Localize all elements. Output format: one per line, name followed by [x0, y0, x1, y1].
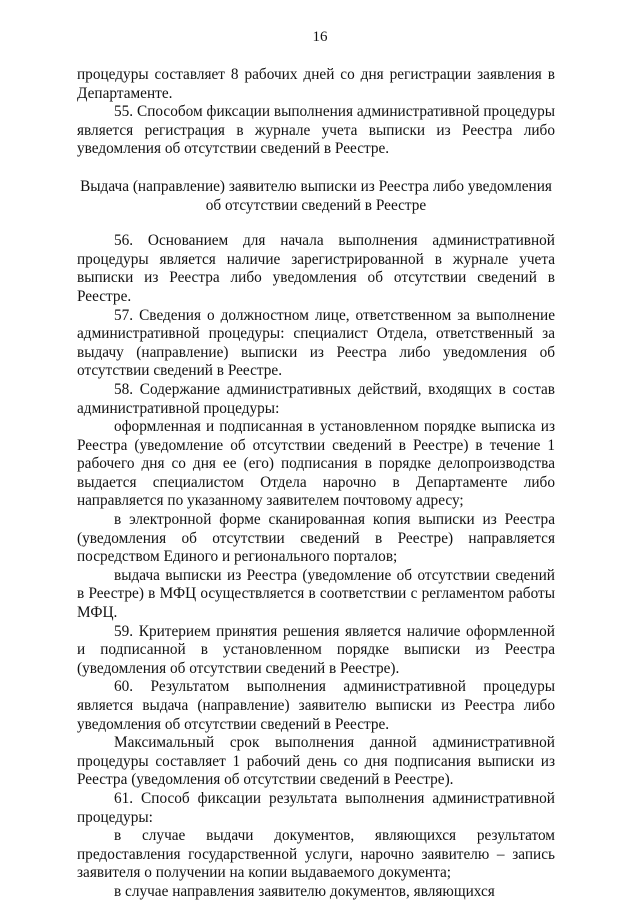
paragraph-59: 59. Критерием принятия решения является наличие оформленной и подписанной в установленном порядке выписки из Реестра (уведомления об отсутствии сведений в Реестре). — [77, 622, 555, 677]
paragraph-57: 57. Сведения о должностном лице, ответственном за выполнение административной процедуры: специалист Отдела, ответственный за выдачу (направление) выписки из Реестра либо уведомления об отсутствии сведений в Реестре. — [77, 306, 555, 380]
section-heading-line-2: об отсутствии сведений в Реестре — [205, 196, 427, 214]
section-heading — [77, 178, 555, 215]
document-body — [77, 66, 555, 902]
paragraph-58-item-c: выдача выписки из Реестра (уведомление об отсутствии сведений в Реестре) в МФЦ осуществляется в соответствии с регламентом работы МФЦ. — [77, 566, 555, 622]
paragraph-61-item-b: в случае направления заявителю документов, являющихся — [114, 882, 495, 900]
page-number: 16 — [312, 29, 328, 45]
paragraph-58: 58. Содержание административных действий, входящих в состав административной процедуры: — [77, 380, 555, 417]
paragraph-60: 60. Результатом выполнения административной процедуры является выдача (направление) заявителю выписки из Реестра либо уведомления об отсутствии сведений в Реестре. — [77, 678, 555, 733]
paragraph-61-item-a: в случае выдачи документов, являющихся результатом предоставления государственной услуги, нарочно заявителю – запись заявителя о получении на копии выдаваемого документа; — [77, 827, 555, 882]
paragraph-intro: процедуры составляет 8 рабочих дней со дня регистрации заявления в Департаменте. — [77, 66, 555, 102]
section-heading-line-1: Выдача (направление) заявителю выписки из Реестра либо уведомления — [80, 177, 552, 195]
paragraph-56: 56. Основанием для начала выполнения административной процедуры является наличие зарегистрированной в журнале учета выписки из Реестра либо уведомления об отсутствии сведений в Реестре. — [77, 232, 555, 305]
paragraph-60-max-term: Максимальный срок выполнения данной административной процедуры составляет 1 рабочий день со дня подписания выписки из Реестра (уведомления об отсутствии сведений в Реестре). — [77, 734, 555, 789]
paragraph-58-item-a: оформленная и подписанная в установленном порядке выписка из Реестра (уведомление об отсутствии сведений в Реестре) в течение 1 рабочего дня со дня ее (его) подписания в порядке делопроизводства выдается специалистом Отдела нарочно в Департаменте либо направляется по указанному заявителем почтовому адресу; — [77, 418, 555, 510]
paragraph-58-item-b: в электронной форме сканированная копия выписки из Реестра (уведомления об отсутствии сведений в Реестре) направляется посредством Единого и регионального порталов; — [77, 511, 555, 566]
paragraph-61: 61. Способ фиксации результата выполнения административной процедуры: — [77, 789, 555, 826]
paragraph-55: 55. Способом фиксации выполнения административной процедуры является регистрация в журнале учета выписки из Реестра либо уведомления об отсутствии сведений в Реестре. — [77, 103, 555, 158]
